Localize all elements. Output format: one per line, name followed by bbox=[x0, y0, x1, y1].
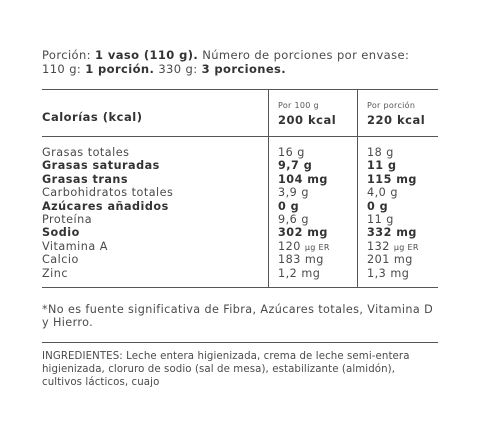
nutrient-row bbox=[42, 146, 438, 159]
nutrient-name: Grasas totales bbox=[42, 146, 130, 159]
nutrient-per-serving bbox=[367, 253, 413, 266]
footnote: *No es fuente significativa de Fibra, Azúcares totales, Vitamina D y Hierro. bbox=[42, 303, 434, 330]
nutrient-per-100g-unit: µg ER bbox=[304, 242, 330, 252]
nutrient-per-100g bbox=[278, 213, 309, 226]
per-serving-header bbox=[367, 101, 425, 127]
serving-label: Porción: bbox=[42, 48, 91, 62]
nutrient-name: Grasas trans bbox=[42, 172, 129, 186]
nutrient-name: Vitamina A bbox=[42, 239, 108, 253]
per-serving-calories: 220 kcal bbox=[367, 113, 426, 127]
nutrient-per-serving-unit: µg ER bbox=[393, 242, 419, 252]
nutrient-per-100g bbox=[278, 240, 330, 254]
nutrient-per-serving-value: 11 g bbox=[367, 159, 397, 173]
container-110-label: 110 g: bbox=[42, 62, 82, 76]
nutrient-per-100g-value: 3,9 g bbox=[278, 186, 309, 200]
ingredients-text: Leche entera higienizada, crema de leche semi-entera higienizada, cloruro de sodio (sal de mesa), estabilizante (almidón), cultivos lácticos, cuajo bbox=[42, 351, 410, 389]
per-100g-calories: 200 kcal bbox=[278, 113, 337, 127]
nutrient-per-100g-value: 302 mg bbox=[278, 226, 328, 240]
nutrient-row bbox=[42, 186, 438, 199]
nutrient-per-serving-value: 115 mg bbox=[367, 172, 417, 186]
nutrient-rows bbox=[42, 146, 438, 280]
nutrient-row bbox=[42, 173, 438, 186]
nutrient-per-100g-value: 104 mg bbox=[278, 172, 328, 186]
table-header bbox=[42, 96, 438, 132]
nutrient-per-100g bbox=[278, 267, 320, 280]
nutrient-per-100g-value: 1,2 mg bbox=[278, 266, 321, 280]
nutrient-row bbox=[42, 213, 438, 226]
nutrient-per-serving bbox=[367, 173, 417, 186]
nutrient-per-serving-value: 11 g bbox=[367, 212, 394, 226]
servings-per-container-label: Número de porciones por envase: bbox=[202, 48, 410, 62]
nutrient-per-serving-value: 0 g bbox=[367, 199, 389, 213]
nutrient-per-100g bbox=[278, 159, 312, 172]
nutrient-name: Grasas saturadas bbox=[42, 159, 160, 173]
nutrient-per-100g-value: 9,7 g bbox=[278, 159, 313, 173]
nutrient-per-100g bbox=[278, 200, 299, 213]
nutrient-row bbox=[42, 226, 438, 239]
nutrient-name: Proteína bbox=[42, 212, 93, 226]
nutrient-per-serving-value: 1,3 mg bbox=[367, 266, 410, 280]
container-110-value: 1 porción. bbox=[85, 62, 155, 76]
nutrient-per-serving-value: 132 bbox=[367, 239, 390, 253]
nutrient-per-100g-value: 183 mg bbox=[278, 253, 324, 267]
serving-info bbox=[42, 48, 438, 76]
container-330-value: 3 porciones. bbox=[201, 62, 287, 76]
nutrient-per-100g-value: 16 g bbox=[278, 146, 305, 159]
nutrient-name: Zinc bbox=[42, 266, 69, 280]
nutrient-per-100g bbox=[278, 226, 328, 239]
nutrient-name: Sodio bbox=[42, 226, 80, 240]
nutrient-per-serving bbox=[367, 226, 417, 239]
ingredients-rule bbox=[42, 342, 438, 343]
nutrient-per-100g bbox=[278, 186, 309, 199]
nutrient-per-100g bbox=[278, 146, 305, 159]
per-serving-label: Por porción bbox=[367, 101, 416, 110]
per-100g-label: Por 100 g bbox=[278, 101, 319, 110]
nutrient-per-serving bbox=[367, 200, 388, 213]
calories-label: Calorías (kcal) bbox=[42, 110, 143, 124]
nutrient-per-serving-value: 4,0 g bbox=[367, 186, 398, 200]
nutrient-per-serving bbox=[367, 146, 394, 159]
nutrient-row bbox=[42, 267, 438, 280]
nutrient-per-100g-value: 120 bbox=[278, 239, 301, 253]
nutrient-row bbox=[42, 159, 438, 172]
nutrient-row bbox=[42, 200, 438, 213]
nutrient-per-serving bbox=[367, 240, 419, 254]
top-rule bbox=[42, 89, 438, 90]
header-rule bbox=[42, 136, 438, 137]
ingredients-label: INGREDIENTES: bbox=[42, 351, 123, 362]
nutrient-name: Calcio bbox=[42, 253, 79, 267]
nutrient-per-100g-value: 9,6 g bbox=[278, 212, 309, 226]
nutrient-per-serving-value: 18 g bbox=[367, 146, 394, 159]
nutrient-row bbox=[42, 240, 438, 253]
nutrient-row bbox=[42, 253, 438, 266]
nutrient-per-100g bbox=[278, 253, 324, 266]
nutrient-per-serving-value: 332 mg bbox=[367, 226, 417, 240]
serving-value: 1 vaso (110 g). bbox=[95, 48, 199, 62]
container-330-label: 330 g: bbox=[158, 62, 198, 76]
nutrient-name: Azúcares añadidos bbox=[42, 199, 169, 213]
ingredients bbox=[42, 350, 438, 390]
table-bottom-rule bbox=[42, 287, 438, 288]
nutrient-per-serving bbox=[367, 267, 409, 280]
per-100g-header bbox=[278, 101, 336, 127]
nutrient-per-serving bbox=[367, 159, 396, 172]
nutrient-per-serving bbox=[367, 213, 394, 226]
nutrient-per-100g bbox=[278, 173, 328, 186]
nutrient-per-100g-value: 0 g bbox=[278, 199, 300, 213]
nutrient-name: Carbohidratos totales bbox=[42, 186, 174, 200]
nutrient-per-serving bbox=[367, 186, 398, 199]
nutrient-per-serving-value: 201 mg bbox=[367, 253, 413, 267]
